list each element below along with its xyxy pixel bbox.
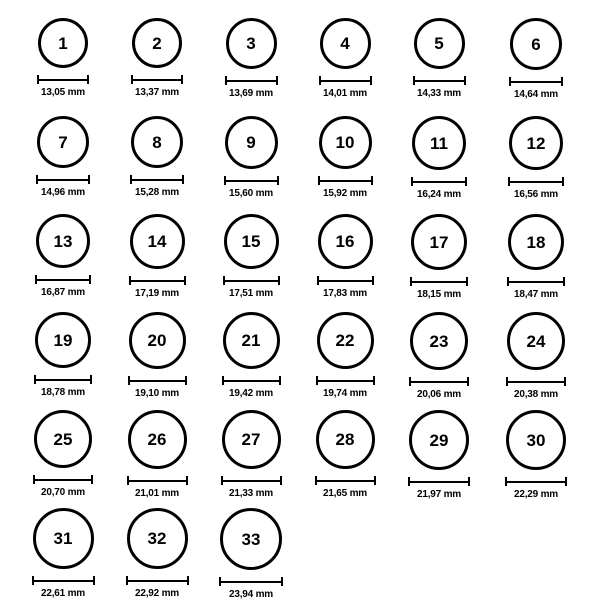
diameter-measure-bar [317, 276, 374, 285]
ring-size-cell [303, 116, 387, 199]
measure-line [35, 279, 91, 281]
diameter-measure-bar [411, 177, 467, 186]
measure-line [36, 179, 90, 181]
ring-size-number: 10 [335, 133, 355, 152]
ring-size-cell [209, 508, 293, 600]
ring-size-number: 29 [429, 430, 449, 450]
measure-line [509, 81, 563, 83]
measure-tick-left [508, 177, 510, 186]
measure-tick-right [186, 476, 188, 485]
ring-size-number: 2 [152, 33, 162, 53]
ring-circle [414, 18, 465, 69]
ring-circle [412, 116, 466, 170]
diameter-measure-bar [408, 477, 470, 486]
diameter-label: 20,38 mm [514, 389, 558, 400]
measure-tick-right [374, 476, 376, 485]
ring-circle [507, 312, 565, 370]
diameter-measure-bar [36, 175, 90, 184]
diameter-measure-bar [315, 476, 376, 485]
measure-tick-left [126, 576, 128, 585]
ring-circle [33, 508, 94, 569]
ring-size-number: 30 [526, 430, 546, 450]
ring-size-cell [21, 18, 105, 98]
ring-size-number: 32 [147, 529, 167, 548]
measure-line [410, 281, 468, 283]
measure-line [127, 480, 188, 482]
diameter-label: 21,65 mm [323, 488, 367, 499]
measure-line [126, 580, 189, 582]
ring-size-cell [209, 410, 293, 499]
ring-size-cell [303, 18, 387, 99]
measure-tick-right [87, 75, 89, 84]
ring-size-cell [115, 508, 199, 599]
measure-line [128, 380, 187, 382]
ring-circle [129, 312, 186, 369]
measure-tick-left [315, 476, 317, 485]
measure-tick-right [370, 76, 372, 85]
diameter-measure-bar [316, 376, 375, 385]
measure-tick-right [187, 576, 189, 585]
diameter-label: 17,51 mm [229, 288, 273, 299]
measure-tick-right [464, 76, 466, 85]
measure-line [506, 381, 566, 383]
diameter-measure-bar [319, 76, 372, 85]
measure-tick-right [373, 376, 375, 385]
ring-circle [510, 18, 562, 70]
measure-tick-right [371, 176, 373, 185]
ring-size-cell [397, 410, 481, 500]
ring-size-number: 17 [429, 232, 449, 252]
measure-tick-right [563, 277, 565, 286]
measure-tick-right [562, 177, 564, 186]
diameter-measure-bar [410, 277, 468, 286]
ring-size-cell [494, 116, 578, 200]
measure-line [129, 280, 186, 282]
measure-line [508, 181, 564, 183]
diameter-measure-bar [37, 75, 89, 84]
ring-size-cell [209, 116, 293, 199]
measure-line [33, 479, 93, 481]
ring-size-number: 16 [335, 232, 355, 251]
diameter-label: 13,37 mm [135, 87, 179, 98]
measure-line [318, 180, 373, 182]
diameter-label: 19,42 mm [229, 388, 273, 399]
measure-line [34, 379, 92, 381]
measure-tick-right [278, 276, 280, 285]
measure-tick-left [34, 375, 36, 384]
measure-tick-right [185, 376, 187, 385]
ring-circle [128, 410, 187, 469]
measure-tick-left [318, 176, 320, 185]
measure-tick-left [219, 577, 221, 586]
measure-tick-left [223, 276, 225, 285]
measure-line [413, 80, 466, 82]
diameter-measure-bar [506, 377, 566, 386]
ring-size-number: 7 [58, 132, 68, 152]
measure-tick-right [182, 175, 184, 184]
measure-tick-right [280, 476, 282, 485]
ring-size-number: 21 [241, 331, 261, 350]
ring-circle [509, 116, 563, 170]
ring-circle [226, 18, 277, 69]
ring-circle [131, 116, 183, 168]
ring-circle [508, 214, 564, 270]
ring-size-cell [397, 214, 481, 300]
ring-circle [35, 312, 91, 368]
diameter-label: 19,10 mm [135, 388, 179, 399]
diameter-measure-bar [128, 376, 187, 385]
ring-size-cell [115, 214, 199, 299]
ring-size-number: 20 [147, 331, 167, 350]
measure-line [224, 180, 279, 182]
measure-tick-right [565, 477, 567, 486]
ring-size-cell [115, 18, 199, 98]
ring-size-number: 15 [241, 232, 261, 251]
diameter-label: 18,47 mm [514, 289, 558, 300]
measure-tick-right [467, 377, 469, 386]
ring-circle [34, 410, 92, 468]
diameter-label: 16,56 mm [514, 189, 558, 200]
ring-size-cell [21, 116, 105, 198]
measure-tick-right [277, 176, 279, 185]
ring-circle [222, 410, 281, 469]
diameter-measure-bar [126, 576, 189, 585]
measure-tick-right [90, 375, 92, 384]
measure-tick-left [411, 177, 413, 186]
measure-tick-left [221, 476, 223, 485]
diameter-label: 13,05 mm [41, 87, 85, 98]
measure-tick-left [225, 76, 227, 85]
diameter-measure-bar [223, 276, 280, 285]
ring-size-cell [21, 410, 105, 498]
ring-circle [506, 410, 566, 470]
diameter-label: 15,92 mm [323, 188, 367, 199]
measure-tick-left [413, 76, 415, 85]
measure-line [507, 281, 565, 283]
measure-tick-left [408, 477, 410, 486]
measure-tick-right [93, 576, 95, 585]
ring-size-cell [303, 312, 387, 399]
measure-line [223, 280, 280, 282]
ring-size-number: 4 [340, 34, 350, 53]
ring-circle [132, 18, 182, 68]
measure-tick-right [561, 77, 563, 86]
diameter-measure-bar [413, 76, 466, 85]
diameter-label: 14,01 mm [323, 88, 367, 99]
diameter-measure-bar [32, 576, 95, 585]
ring-size-number: 25 [53, 429, 73, 449]
ring-size-cell [115, 116, 199, 198]
measure-line [219, 581, 283, 583]
diameter-label: 16,87 mm [41, 287, 85, 298]
ring-size-cell [209, 312, 293, 399]
diameter-measure-bar [221, 476, 282, 485]
measure-tick-right [465, 177, 467, 186]
measure-line [411, 181, 467, 183]
measure-tick-left [509, 77, 511, 86]
diameter-measure-bar [129, 276, 186, 285]
diameter-measure-bar [318, 176, 373, 185]
diameter-measure-bar [409, 377, 469, 386]
diameter-label: 17,19 mm [135, 288, 179, 299]
diameter-measure-bar [222, 376, 281, 385]
measure-tick-left [35, 275, 37, 284]
measure-line [408, 481, 470, 483]
diameter-label: 13,69 mm [229, 88, 273, 99]
ring-size-cell [494, 410, 578, 500]
ring-circle [127, 508, 188, 569]
ring-size-number: 26 [147, 430, 167, 449]
ring-size-number: 1 [58, 33, 68, 53]
measure-tick-left [222, 376, 224, 385]
measure-line [315, 480, 376, 482]
measure-tick-right [184, 276, 186, 285]
measure-line [316, 380, 375, 382]
ring-circle [318, 214, 373, 269]
ring-size-number: 14 [147, 232, 167, 251]
measure-tick-left [128, 376, 130, 385]
diameter-label: 22,92 mm [135, 588, 179, 599]
diameter-measure-bar [508, 177, 564, 186]
ring-circle [224, 214, 279, 269]
diameter-label: 15,60 mm [229, 188, 273, 199]
measure-tick-left [507, 277, 509, 286]
measure-tick-right [281, 577, 283, 586]
measure-tick-left [224, 176, 226, 185]
ring-size-number: 23 [429, 331, 449, 351]
ring-circle [38, 18, 88, 68]
measure-line [37, 79, 89, 81]
ring-size-number: 12 [526, 133, 546, 153]
measure-tick-right [276, 76, 278, 85]
ring-size-number: 13 [53, 231, 73, 251]
measure-tick-left [506, 377, 508, 386]
measure-tick-right [564, 377, 566, 386]
measure-tick-left [317, 276, 319, 285]
measure-tick-left [410, 277, 412, 286]
diameter-label: 19,74 mm [323, 388, 367, 399]
measure-tick-left [505, 477, 507, 486]
ring-size-number: 19 [53, 330, 73, 350]
diameter-label: 18,78 mm [41, 387, 85, 398]
ring-size-cell [303, 214, 387, 299]
ring-size-number: 22 [335, 331, 355, 350]
ring-size-number: 18 [526, 232, 546, 252]
ring-size-number: 9 [246, 133, 256, 152]
ring-size-cell [494, 18, 578, 100]
diameter-measure-bar [505, 477, 567, 486]
diameter-label: 17,83 mm [323, 288, 367, 299]
measure-tick-right [466, 277, 468, 286]
measure-tick-left [409, 377, 411, 386]
measure-line [225, 80, 278, 82]
ring-size-number: 6 [531, 34, 541, 54]
ring-size-cell [21, 312, 105, 398]
measure-tick-left [316, 376, 318, 385]
ring-size-cell [209, 18, 293, 99]
ring-circle [130, 214, 185, 269]
measure-line [409, 381, 469, 383]
ring-circle [411, 214, 467, 270]
measure-tick-right [89, 275, 91, 284]
measure-tick-left [319, 76, 321, 85]
ring-size-cell [494, 214, 578, 300]
ring-size-number: 8 [152, 132, 162, 152]
ring-size-cell [21, 214, 105, 298]
diameter-label: 21,33 mm [229, 488, 273, 499]
diameter-label: 23,94 mm [229, 589, 273, 600]
diameter-label: 21,97 mm [417, 489, 461, 500]
measure-tick-left [131, 75, 133, 84]
ring-circle [319, 116, 372, 169]
diameter-measure-bar [33, 475, 93, 484]
measure-tick-right [279, 376, 281, 385]
ring-size-cell [397, 116, 481, 200]
measure-line [130, 179, 184, 181]
measure-tick-left [37, 75, 39, 84]
diameter-measure-bar [509, 77, 563, 86]
ring-size-cell [303, 410, 387, 499]
ring-circle [320, 18, 371, 69]
ring-size-cell [21, 508, 105, 599]
diameter-label: 18,15 mm [417, 289, 461, 300]
measure-tick-left [32, 576, 34, 585]
ring-size-cell [115, 312, 199, 399]
measure-tick-left [36, 175, 38, 184]
ring-circle [36, 214, 90, 268]
diameter-measure-bar [225, 76, 278, 85]
diameter-measure-bar [130, 175, 184, 184]
diameter-label: 20,06 mm [417, 389, 461, 400]
ring-size-number: 27 [241, 430, 261, 449]
measure-tick-left [130, 175, 132, 184]
ring-circle [317, 312, 374, 369]
measure-line [222, 380, 281, 382]
ring-size-number: 5 [434, 34, 444, 53]
diameter-label: 22,61 mm [41, 588, 85, 599]
diameter-label: 14,33 mm [417, 88, 461, 99]
measure-line [32, 580, 95, 582]
ring-circle [220, 508, 282, 570]
ring-size-number: 11 [430, 133, 448, 153]
measure-tick-left [33, 475, 35, 484]
diameter-measure-bar [35, 275, 91, 284]
ring-circle [37, 116, 89, 168]
ring-size-cell [209, 214, 293, 299]
measure-tick-left [127, 476, 129, 485]
ring-size-number: 33 [241, 529, 261, 549]
ring-circle [316, 410, 375, 469]
ring-size-cell [397, 312, 481, 400]
measure-tick-right [468, 477, 470, 486]
measure-tick-right [88, 175, 90, 184]
diameter-label: 16,24 mm [417, 189, 461, 200]
diameter-label: 14,64 mm [514, 89, 558, 100]
ring-size-cell [494, 312, 578, 400]
diameter-measure-bar [507, 277, 565, 286]
measure-tick-right [372, 276, 374, 285]
ring-size-number: 28 [335, 430, 355, 449]
ring-size-number: 31 [53, 529, 73, 548]
diameter-label: 15,28 mm [135, 187, 179, 198]
measure-line [317, 280, 374, 282]
ring-circle [410, 312, 468, 370]
diameter-label: 22,29 mm [514, 489, 558, 500]
ring-size-number: 24 [526, 331, 546, 351]
measure-line [319, 80, 372, 82]
measure-line [221, 480, 282, 482]
diameter-label: 14,96 mm [41, 187, 85, 198]
measure-tick-left [129, 276, 131, 285]
ring-size-number: 3 [246, 34, 256, 53]
measure-tick-right [91, 475, 93, 484]
diameter-measure-bar [224, 176, 279, 185]
ring-size-cell [397, 18, 481, 99]
ring-circle [225, 116, 278, 169]
diameter-measure-bar [127, 476, 188, 485]
ring-circle [223, 312, 280, 369]
diameter-label: 20,70 mm [41, 487, 85, 498]
diameter-measure-bar [219, 577, 283, 586]
ring-circle [409, 410, 469, 470]
ring-size-cell [115, 410, 199, 499]
diameter-measure-bar [131, 75, 183, 84]
diameter-measure-bar [34, 375, 92, 384]
diameter-label: 21,01 mm [135, 488, 179, 499]
measure-line [505, 481, 567, 483]
measure-line [131, 79, 183, 81]
measure-tick-right [181, 75, 183, 84]
